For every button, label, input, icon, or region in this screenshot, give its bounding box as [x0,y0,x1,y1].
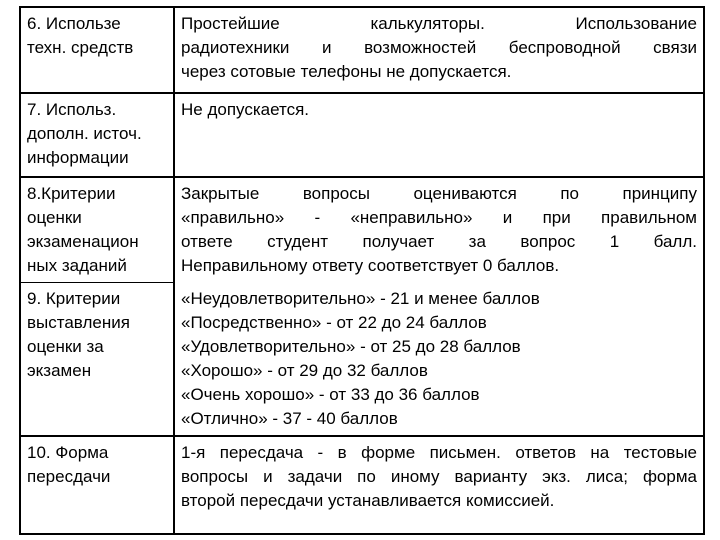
row-label-line: ных заданий [27,256,127,275]
row-content-line: второй пересдачи устанавливается комиссией. [181,490,555,510]
row-content-cell [174,436,704,534]
row-content-line: ответе студент получает за вопрос 1 балл. [181,232,697,251]
row-content-line: Простейшие калькуляторы. Использование [181,14,697,33]
row-content-line: Закрытые вопросы оцениваются по принципу [181,184,697,203]
row-label-line: экзамен [27,361,92,380]
row-content-cell [174,7,704,93]
row-label-cell [20,93,174,177]
row-label-cell [20,7,174,93]
row-label-line: экзаменацион [27,232,139,251]
row-content-line: радиотехники и возможностей беспроводной связи [181,38,697,57]
row-content-line: «Хорошо» - от 29 до 32 баллов [181,360,428,380]
row-label-line: информации [27,148,129,167]
row-label-line: выставления [27,313,130,332]
table-row-additional-sources [20,93,704,177]
row-label-line: дополн. источ. [27,124,142,143]
row-content-line: вопросы и задачи по иному варианту экз. лиса; форма [181,466,697,486]
row-label-line: оценки за [27,337,104,356]
row-content-cell [174,93,704,177]
row-label-line: 7. Использ. [27,100,117,119]
row-content-line: через сотовые телефоны не допускается. [181,62,512,81]
row-label-cell [20,436,174,534]
exam-rules-table [19,6,705,535]
row-content-cell [174,177,704,283]
table-row-task-criteria [20,177,704,283]
row-content-line: 1-я пересдача - в форме письмен. ответов на тестовые [181,442,697,462]
row-label-line: 9. Критерии [27,289,121,308]
row-label-line: 8.Критерии [27,184,116,203]
table-row-retake-form [20,436,704,534]
table-row-grading-criteria [20,283,704,436]
row-content-line: «правильно» - «неправильно» и при правильном [181,208,697,227]
row-label-line: техн. средств [27,38,134,57]
row-content-line: «Неудовлетворительно» - 21 и менее баллов [181,288,540,308]
row-content-line: Неправильному ответу соответствует 0 баллов. [181,256,560,275]
row-label-line: пересдачи [27,466,111,486]
row-content-line: «Посредственно» - от 22 до 24 баллов [181,312,487,332]
row-content-line: «Очень хорошо» - от 33 до 36 баллов [181,384,480,404]
row-content-line: Не допускается. [181,100,310,119]
row-label-line: 6. Использе [27,14,121,33]
row-content-line: «Удовлетворительно» - от 25 до 28 баллов [181,336,521,356]
table-row-usage-of-technical-means [20,7,704,93]
row-content-line: «Отлично» - 37 - 40 баллов [181,408,398,428]
row-label-line: оценки [27,208,82,227]
row-content-cell [174,283,704,436]
row-label-line: 10. Форма [27,442,109,462]
row-label-cell [20,177,174,283]
row-label-cell [20,283,174,436]
